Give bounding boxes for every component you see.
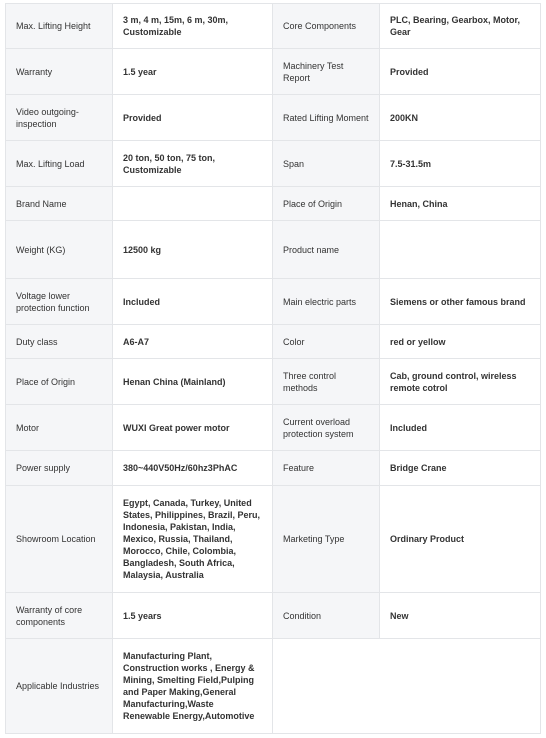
spec-key: Current overload protection system	[273, 405, 380, 451]
table-row	[6, 451, 541, 486]
spec-value: 7.5-31.5m	[380, 141, 541, 187]
spec-key: Warranty of core components	[6, 593, 113, 639]
spec-value: Henan China (Mainland)	[113, 359, 273, 405]
spec-value: 20 ton, 50 ton, 75 ton, Customizable	[113, 141, 273, 187]
spec-key: Warranty	[6, 49, 113, 95]
spec-key: Place of Origin	[273, 187, 380, 221]
spec-key: Core Components	[273, 4, 380, 49]
spec-value: PLC, Bearing, Gearbox, Motor, Gear	[380, 4, 541, 49]
spec-value: Cab, ground control, wireless remote cotrol	[380, 359, 541, 405]
spec-value: Bridge Crane	[380, 451, 541, 486]
spec-key: Max. Lifting Height	[6, 4, 113, 49]
spec-key: Applicable Industries	[6, 639, 113, 734]
spec-key: Weight (KG)	[6, 221, 113, 279]
spec-key: Main electric parts	[273, 279, 380, 325]
spec-key: Power supply	[6, 451, 113, 486]
spec-value: 200KN	[380, 95, 541, 141]
spec-value: 3 m, 4 m, 15m, 6 m, 30m, Customizable	[113, 4, 273, 49]
spec-key: Product name	[273, 221, 380, 279]
spec-key: Feature	[273, 451, 380, 486]
spec-key: Brand Name	[6, 187, 113, 221]
empty-cell	[273, 639, 541, 734]
spec-key: Marketing Type	[273, 486, 380, 593]
table-row	[6, 405, 541, 451]
spec-value: Henan, China	[380, 187, 541, 221]
spec-key: Machinery Test Report	[273, 49, 380, 95]
spec-value: Ordinary Product	[380, 486, 541, 593]
spec-key: Span	[273, 141, 380, 187]
table-row	[6, 4, 541, 49]
spec-value: 380~440V50Hz/60hz3PhAC	[113, 451, 273, 486]
spec-value: New	[380, 593, 541, 639]
spec-key: Showroom Location	[6, 486, 113, 593]
spec-value: red or yellow	[380, 325, 541, 359]
spec-value	[380, 221, 541, 279]
spec-value: Siemens or other famous brand	[380, 279, 541, 325]
spec-key: Condition	[273, 593, 380, 639]
spec-value: A6-A7	[113, 325, 273, 359]
table-row	[6, 486, 541, 593]
spec-value: 12500 kg	[113, 221, 273, 279]
spec-value: Included	[113, 279, 273, 325]
spec-value: Included	[380, 405, 541, 451]
spec-key: Duty class	[6, 325, 113, 359]
product-spec-table	[5, 3, 541, 734]
table-row	[6, 359, 541, 405]
spec-key: Three control methods	[273, 359, 380, 405]
spec-key: Video outgoing-inspection	[6, 95, 113, 141]
spec-key: Rated Lifting Moment	[273, 95, 380, 141]
spec-key: Color	[273, 325, 380, 359]
spec-key: Motor	[6, 405, 113, 451]
table-row	[6, 95, 541, 141]
table-row	[6, 221, 541, 279]
spec-value: Egypt, Canada, Turkey, United States, Philippines, Brazil, Peru, Indonesia, Pakistan, India, Mexico, Russia, Thailand, Morocco, Chile, Colombia, Bangladesh, South Africa, Malaysia, Australia	[113, 486, 273, 593]
table-row	[6, 639, 541, 734]
table-row	[6, 593, 541, 639]
spec-key: Voltage lower protection function	[6, 279, 113, 325]
table-row	[6, 49, 541, 95]
spec-value: 1.5 years	[113, 593, 273, 639]
spec-value: Provided	[113, 95, 273, 141]
spec-value: 1.5 year	[113, 49, 273, 95]
spec-value: Provided	[380, 49, 541, 95]
table-row	[6, 141, 541, 187]
table-row	[6, 279, 541, 325]
table-row	[6, 187, 541, 221]
spec-value: WUXI Great power motor	[113, 405, 273, 451]
table-row	[6, 325, 541, 359]
product-spec-section	[5, 3, 540, 734]
spec-value: Manufacturing Plant, Construction works , Energy & Mining, Smelting Field,Pulping and Paper Making,General Manufacturing,Waste Renewable Energy,Automotive	[113, 639, 273, 734]
spec-key: Place of Origin	[6, 359, 113, 405]
spec-value	[113, 187, 273, 221]
spec-key: Max. Lifting Load	[6, 141, 113, 187]
